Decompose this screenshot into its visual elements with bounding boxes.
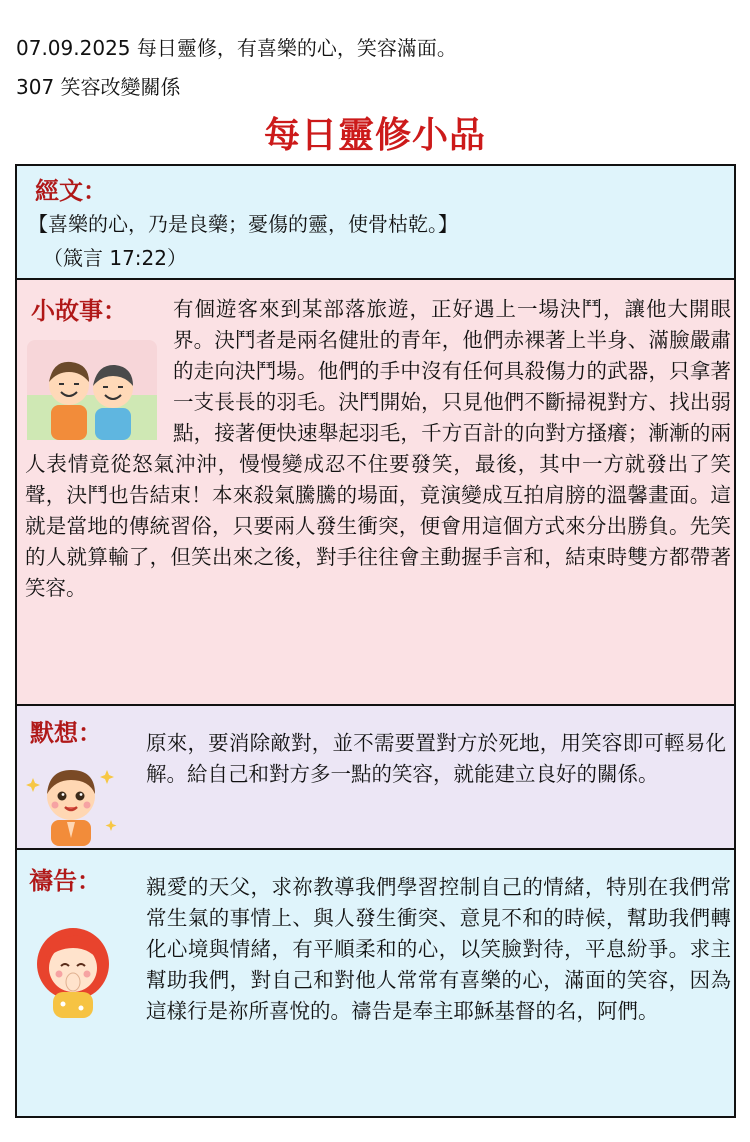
header-date-line: 07.09.2025 每日靈修，有喜樂的心，笑容滿面。	[16, 36, 457, 60]
scripture-reference: （箴言 17:22）	[43, 246, 187, 270]
meditate-section	[17, 706, 734, 850]
story-section	[17, 280, 734, 706]
header-subtitle-line: 307 笑容改變關係	[16, 75, 181, 99]
scripture-verse: 【喜樂的心，乃是良藥；憂傷的靈，使骨枯乾。】	[28, 212, 458, 236]
meditate-label: 默想：	[30, 719, 102, 747]
prayer-label: 禱告：	[29, 867, 101, 895]
prayer-text: 親愛的天父，求祢教導我們學習控制自己的情緒，特別在我們常常生氣的事情上、與人發生衝突、意見不和的時候，幫助我們轉化心境與情緒，有平順柔和的心，以笑臉對待，平息紛爭。求主幫助我們，對自己和對他人常常有喜樂的心，滿面的笑容，因為這樣行是祢所喜悅的。禱告是奉主耶穌基督的名，阿們。	[146, 875, 731, 1023]
story-text: 有個遊客來到某部落旅遊，正好遇上一場決鬥，讓他大開眼界。決鬥者是兩名健壯的青年，他們赤裸著上半身、滿臉嚴肅的走向決鬥場。他們的手中沒有任何具殺傷力的武器，只拿著一支長長的羽毛。決鬥開始，只見他們不斷掃視對方、找出弱點，接著便快速舉起羽毛，千方百計的向對方搔癢；漸漸的兩人表情竟從怒氣沖沖，慢慢變成忍不住要發笑，最後，其中一方就發出了笑聲，決鬥也告結束！本來殺氣騰騰的場面，竟演變成互拍肩膀的溫馨畫面。這就是當地的傳統習俗，只要兩人發生衝突，便會用這個方式來分出勝負。先笑的人就算輸了，但笑出來之後，對手往往會主動握手言和，結束時雙方都帶著笑容。	[25, 297, 731, 600]
meditate-text: 原來，要消除敵對，並不需要置對方於死地，用笑容即可輕易化解。給自己和對方多一點的笑容，就能建立良好的關係。	[146, 731, 726, 786]
devotional-box	[15, 164, 736, 1118]
scripture-section	[17, 166, 734, 280]
prayer-section	[17, 850, 734, 1116]
praying-boy-icon	[23, 758, 119, 846]
scripture-label: 經文：	[35, 177, 107, 205]
story-text-block	[25, 294, 731, 604]
story-label: 小故事：	[31, 297, 127, 325]
page-title: 每日靈修小品	[263, 115, 486, 156]
praying-girl-icon	[23, 920, 123, 1020]
